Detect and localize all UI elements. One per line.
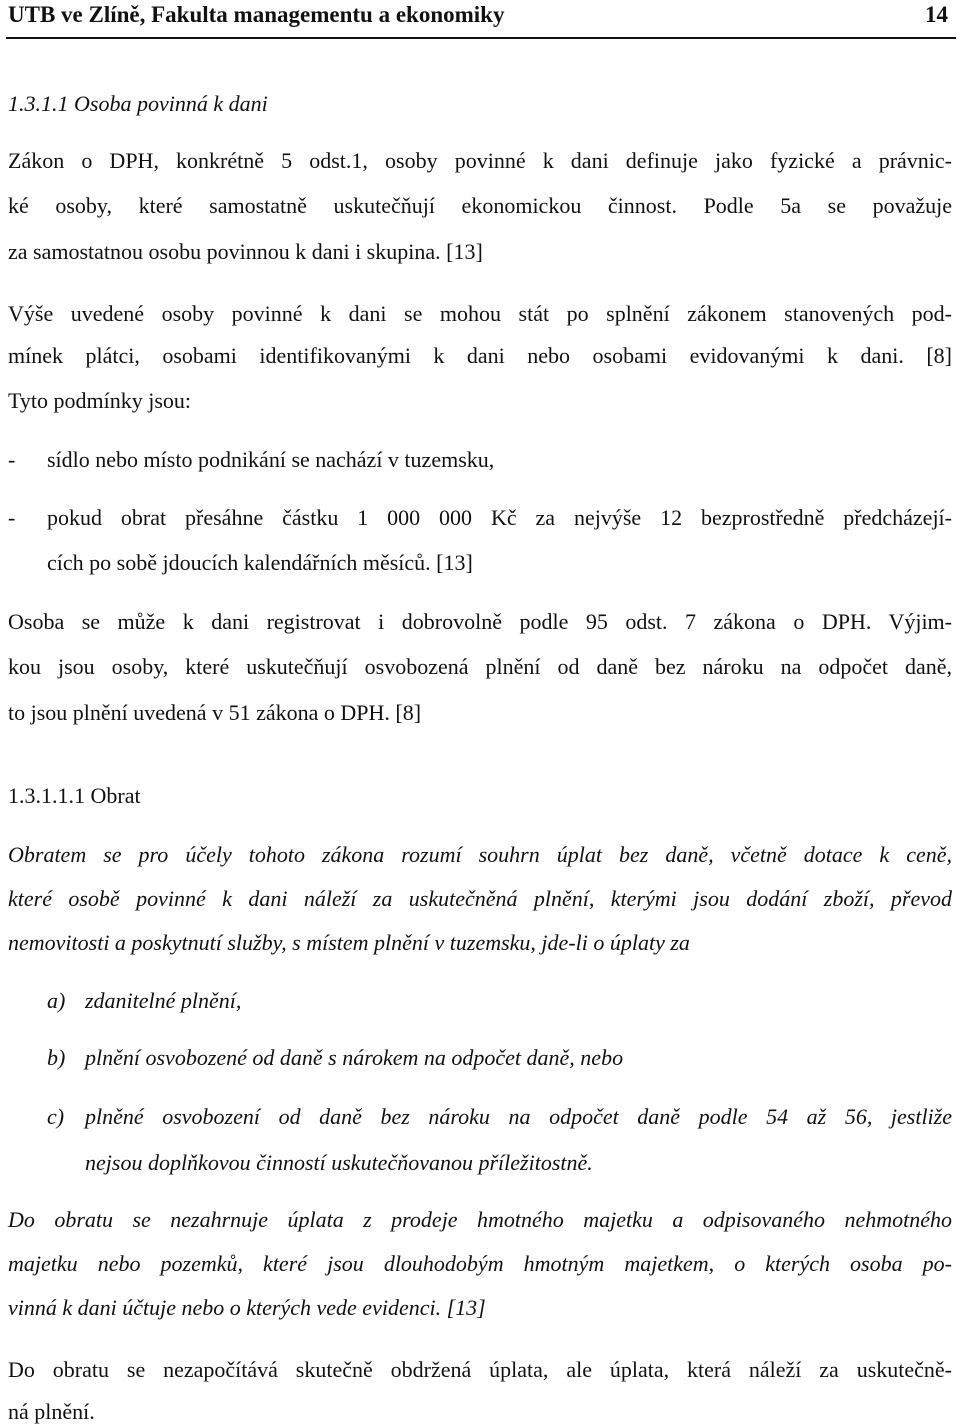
list-bullet-2: - [8, 505, 16, 530]
list-label-c: c) [47, 1104, 65, 1129]
paragraph-2-line-1: Výše uvedené osoby povinné k dani se mohou stát po splnění zákonem stanovených pod- [8, 301, 952, 326]
paragraph-2-line-2: mínek plátci, osobami identifikovanými k dani nebo osobami evidovanými k dani. [8] [8, 343, 952, 368]
paragraph-3-line-1: Osoba se může k dani registrovat i dobrovolně podle 95 odst. 7 zákona o DPH. Výjim- [8, 609, 952, 634]
paragraph-4-line-3: nemovitosti a poskytnutí služby, s místem plnění v tuzemsku, jde-li o úplaty za [8, 930, 690, 955]
paragraph-1-line-1: Zákon o DPH, konkrétně 5 odst.1, osoby povinné k dani definuje jako fyzické a právnic- [8, 148, 952, 173]
paragraph-5-line-3: vinná k dani účtuje nebo o kterých vede evidenci. [13] [8, 1295, 486, 1320]
page-number: 14 [925, 2, 948, 27]
paragraph-3-line-2: kou jsou osoby, které uskutečňují osvobozená plnění od daně bez nároku na odpočet daně, [8, 654, 952, 679]
paragraph-3-line-3: to jsou plnění uvedená v 51 zákona o DPH. [8] [8, 700, 422, 725]
header-rule [6, 37, 956, 39]
list-label-a: a) [47, 988, 66, 1013]
list-item-2-line-1: pokud obrat přesáhne částku 1 000 000 Kč za nejvýše 12 bezprostředně předcházejí- [47, 505, 952, 530]
paragraph-5-line-2: majetku nebo pozemků, které jsou dlouhodobým hmotným majetkem, o kterých osoba po- [8, 1251, 952, 1276]
list-bullet-1: - [8, 447, 16, 472]
paragraph-1-line-3: za samostatnou osobu povinnou k dani i skupina. [13] [8, 239, 483, 264]
list-item-a: zdanitelné plnění, [85, 988, 242, 1013]
list-item-2-line-2: cích po sobě jdoucích kalendářních měsíců. [13] [47, 550, 473, 575]
paragraph-6-line-1: Do obratu se nezapočítává skutečně obdržená úplata, ale úplata, která náleží za uskutečně- [8, 1357, 952, 1382]
paragraph-4-line-1: Obratem se pro účely tohoto zákona rozumí souhrn úplat bez daně, včetně dotace k ceně, [8, 842, 952, 867]
list-item-c-line-1: plněné osvobození od daně bez nároku na odpočet daně podle 54 až 56, jestliže [85, 1104, 952, 1129]
list-item-c-line-2: nejsou doplňkovou činností uskutečňovanou příležitostně. [85, 1150, 593, 1175]
paragraph-4-line-2: které osobě povinné k dani náleží za uskutečněná plnění, kterými jsou dodání zboží, převod [8, 886, 952, 911]
paragraph-1-line-2: ké osoby, které samostatně uskutečňují ekonomickou činnost. Podle 5a se považuje [8, 193, 952, 218]
list-item-b: plnění osvobozené od daně s nárokem na odpočet daně, nebo [85, 1045, 624, 1070]
list-item-1: sídlo nebo místo podnikání se nachází v tuzemsku, [47, 447, 495, 472]
running-header-title: UTB ve Zlíně, Fakulta managementu a ekonomiky [8, 2, 505, 27]
subsection-heading: 1.3.1.1.1 Obrat [8, 783, 141, 808]
paragraph-6-line-2: ná plnění. [8, 1399, 95, 1424]
section-heading: 1.3.1.1 Osoba povinná k dani [8, 91, 268, 116]
paragraph-2-line-3: Tyto podmínky jsou: [8, 388, 192, 413]
paragraph-5-line-1: Do obratu se nezahrnuje úplata z prodeje hmotného majetku a odpisovaného nehmotného [8, 1207, 952, 1232]
list-label-b: b) [47, 1045, 66, 1070]
